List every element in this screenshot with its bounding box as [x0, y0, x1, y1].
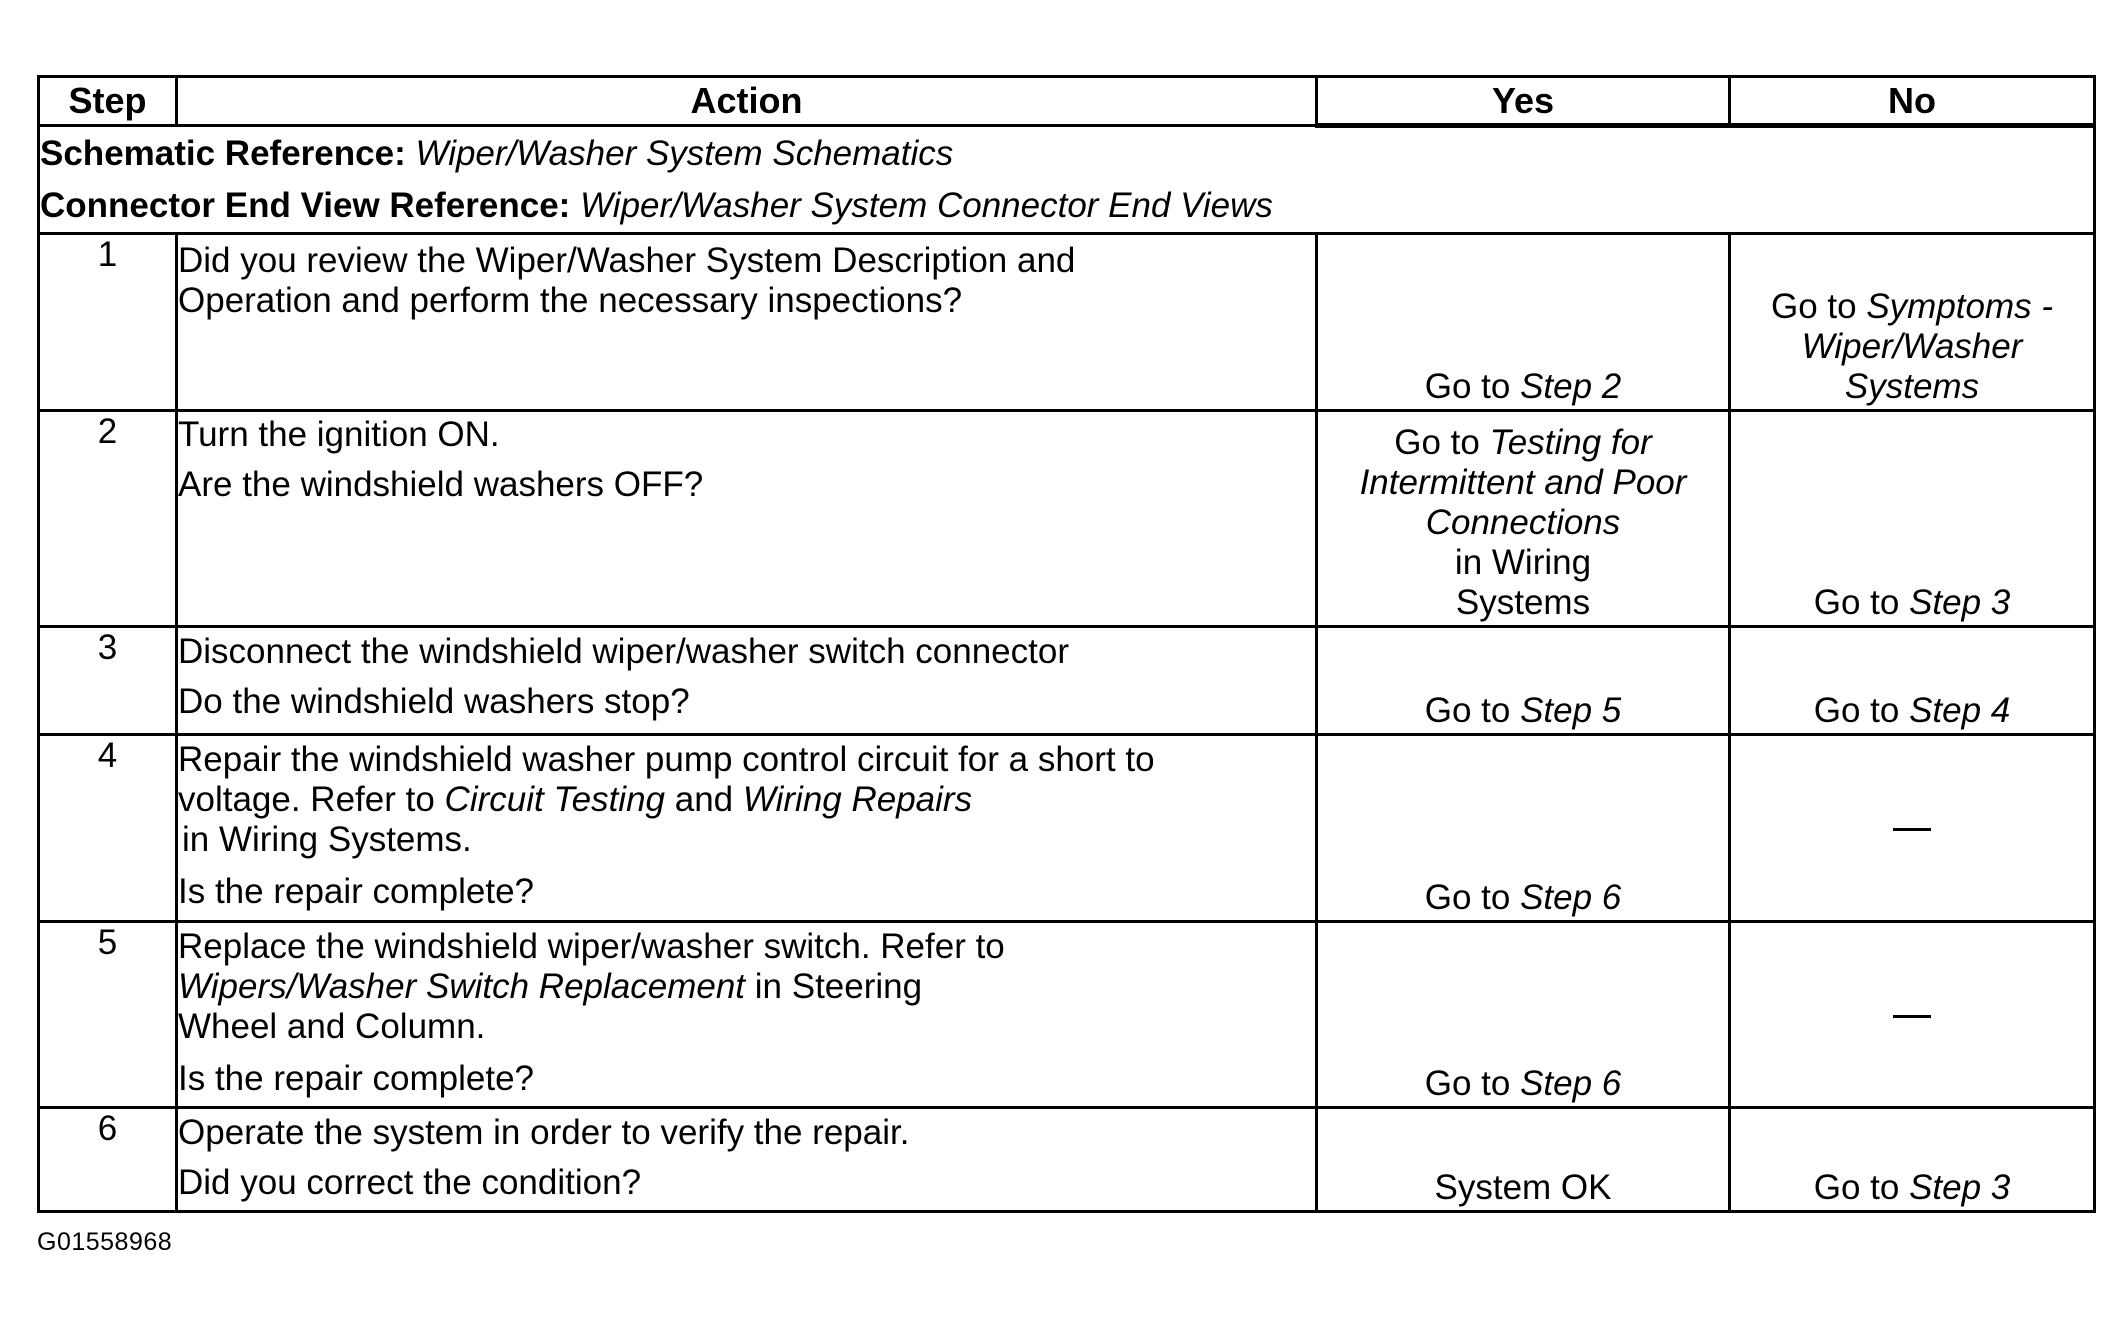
- no-result: Go to Step 4: [1813, 691, 2011, 730]
- step-number: 2: [39, 411, 177, 627]
- action-question: Did you correct the condition?: [178, 1163, 642, 1202]
- step-no: [1730, 234, 2095, 411]
- yes-result: Go to Step 5: [1424, 691, 1622, 730]
- step-no: [1730, 1108, 2095, 1212]
- goto-link[interactable]: Step 2: [1520, 367, 1622, 406]
- action-text: voltage. Refer to Circuit Testing and Wiring Repairs: [178, 780, 973, 819]
- goto-link[interactable]: Step 6: [1520, 1064, 1622, 1103]
- header-step: Step: [39, 77, 177, 126]
- step-row: [39, 627, 2095, 735]
- reference-link[interactable]: Wipers/Washer Switch Replacement: [178, 967, 746, 1006]
- action-question: Do the windshield washers stop?: [178, 682, 690, 721]
- step-yes: [1317, 735, 1730, 922]
- step-number: 4: [39, 735, 177, 922]
- reference-link[interactable]: Circuit Testing: [444, 780, 666, 819]
- action-text: Operate the system in order to verify the repair.: [178, 1113, 910, 1152]
- action-text: Repair the windshield washer pump control circuit for a short to: [178, 740, 1155, 779]
- goto-link[interactable]: Step 3: [1909, 1168, 2011, 1207]
- step-row: [39, 411, 2095, 627]
- step-yes: [1317, 411, 1730, 627]
- goto-link[interactable]: Intermittent and Poor: [1359, 463, 1687, 502]
- dash-mark: [1893, 828, 1931, 831]
- goto-link[interactable]: Step 6: [1520, 878, 1622, 917]
- step-action: [177, 735, 1317, 922]
- step-row: [39, 234, 2095, 411]
- yes-result: Go to Step 6: [1424, 878, 1622, 917]
- header-no: No: [1730, 77, 2095, 126]
- step-no: [1730, 922, 2095, 1108]
- action-text: in Wiring Systems.: [182, 820, 472, 859]
- step-no: [1730, 627, 2095, 735]
- step-action: [177, 411, 1317, 627]
- goto-link[interactable]: Step 3: [1909, 583, 2011, 622]
- step-number: 5: [39, 922, 177, 1108]
- schematic-reference-label: Schematic Reference:: [40, 134, 406, 173]
- action-question: Is the repair complete?: [178, 872, 535, 911]
- header-yes: Yes: [1317, 77, 1730, 126]
- yes-result: System OK: [1434, 1168, 1612, 1207]
- goto-link[interactable]: Systems: [1844, 367, 1980, 406]
- action-text: Operation and perform the necessary inspections?: [178, 281, 963, 320]
- connector-reference-link[interactable]: Wiper/Washer System Connector End Views: [580, 186, 1273, 225]
- action-question: Is the repair complete?: [178, 1059, 535, 1098]
- step-action: [177, 234, 1317, 411]
- figure-id: G01558968: [37, 1228, 173, 1256]
- no-result: Go to Step 3: [1813, 583, 2011, 622]
- step-row: [39, 1108, 2095, 1212]
- action-text: Replace the windshield wiper/washer switch. Refer to: [178, 927, 1005, 966]
- step-yes: [1317, 922, 1730, 1108]
- step-yes: [1317, 1108, 1730, 1212]
- header-action: Action: [177, 77, 1317, 126]
- step-action: [177, 922, 1317, 1108]
- yes-result: Go to Step 2: [1424, 367, 1622, 406]
- goto-link[interactable]: Testing for: [1489, 423, 1652, 462]
- diagnostic-table: [37, 75, 2096, 1213]
- no-result-none: [1731, 808, 2093, 848]
- no-result: Go to Step 3: [1813, 1168, 2011, 1207]
- header-row: [39, 77, 2095, 126]
- reference-row: [39, 126, 2095, 234]
- reference-link[interactable]: Wiring Repairs: [742, 780, 973, 819]
- goto-link[interactable]: Wiper/Washer: [1801, 327, 2023, 366]
- connector-reference-label: Connector End View Reference:: [40, 186, 571, 225]
- goto-link[interactable]: Symptoms -: [1866, 287, 2054, 326]
- no-result: Go to Symptoms - Wiper/Washer Systems: [1770, 287, 2054, 406]
- step-yes: [1317, 627, 1730, 735]
- yes-result: Go to Step 6: [1424, 1064, 1622, 1103]
- reference-cell: [39, 126, 2095, 234]
- action-text: Turn the ignition ON.: [178, 415, 500, 454]
- step-number: 3: [39, 627, 177, 735]
- step-action: [177, 627, 1317, 735]
- schematic-reference-link[interactable]: Wiper/Washer System Schematics: [415, 134, 954, 173]
- action-text: Disconnect the windshield wiper/washer switch connector: [178, 632, 1069, 671]
- schematic-reference: [40, 128, 2093, 180]
- action-text: Wheel and Column.: [178, 1007, 486, 1046]
- step-number: 1: [39, 234, 177, 411]
- no-result-none: [1731, 995, 2093, 1035]
- goto-link[interactable]: Connections: [1425, 503, 1621, 542]
- action-text: Wipers/Washer Switch Replacement in Steering: [178, 967, 923, 1006]
- step-number: 6: [39, 1108, 177, 1212]
- step-no: [1730, 411, 2095, 627]
- step-row: [39, 922, 2095, 1108]
- action-question: Are the windshield washers OFF?: [178, 465, 704, 504]
- step-row: [39, 735, 2095, 922]
- step-yes: [1317, 234, 1730, 411]
- goto-link[interactable]: Step 5: [1520, 691, 1622, 730]
- connector-reference: [40, 180, 2093, 232]
- step-no: [1730, 735, 2095, 922]
- yes-result: Go to Testing for Intermittent and Poor Connections in Wiring Systems: [1359, 423, 1687, 622]
- step-action: [177, 1108, 1317, 1212]
- action-text: Did you review the Wiper/Washer System Description and: [178, 241, 1076, 280]
- dash-mark: [1893, 1015, 1931, 1018]
- goto-link[interactable]: Step 4: [1909, 691, 2011, 730]
